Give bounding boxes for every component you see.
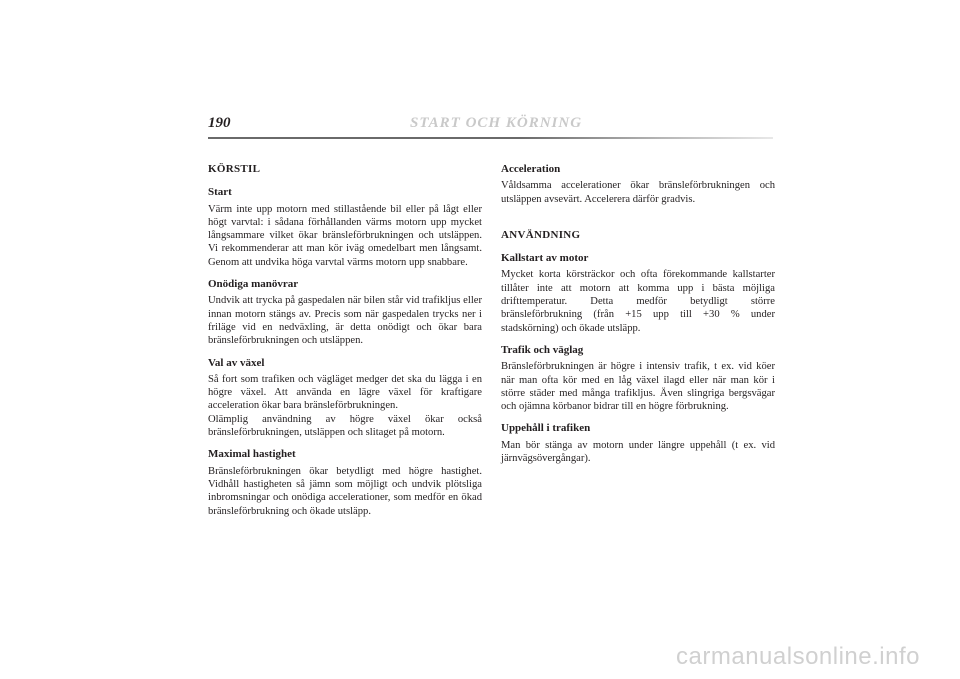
page-number: 190 xyxy=(208,115,231,131)
heading-anvandning: ANVÄNDNING xyxy=(501,228,581,241)
heading-korstil: KÖRSTIL xyxy=(208,163,261,175)
section-title: START OCH KÖRNING xyxy=(410,115,583,131)
paragraph-traffic: Bränsleförbrukningen är högre i intensiv trafik, t ex. vid köer när man ofta kör med en låg växel ilagd eller när man kör i större städer med många trafikljus. Även slingriga bergsvägar och ojämna körbanor bidrar till en högre förbrukning. xyxy=(501,361,775,413)
paragraph-cold-start: Mycket korta körsträckor och ofta förekommande kallstarter tillåter inte att motorn att komma upp i bästa möjliga drifttemperatur. Detta medför betydligt större bränsleförbrukning (från +15 upp till +30 % under stadskörning) och ökade utsläpp. xyxy=(501,269,775,334)
subheading-maneuvers: Onödiga manövrar xyxy=(208,278,299,291)
subheading-traffic: Trafik och väglag xyxy=(501,343,584,356)
subheading-gear: Val av växel xyxy=(208,356,265,369)
subheading-cold-start: Kallstart av motor xyxy=(501,252,589,265)
paragraph-speed: Bränsleförbrukningen ökar betydligt med högre hastighet. Vidhåll hastigheten så jämn som möjligt och undvik plötsliga inbromsningar och onödiga accelerationer, som medför en ökad bränsleförbrukning och ökade utsläpp. xyxy=(208,465,482,517)
subheading-stops: Uppehåll i trafiken xyxy=(501,422,591,435)
paragraph-maneuvers: Undvik att trycka på gaspedalen när bilen står vid trafikljus eller innan motorn stängs av. Precis som när gaspedalen trycks ner i friläge vid en nedväxling, är detta onödigt och ökar bara bränsleförbrukningen och utsläppen. xyxy=(208,295,482,347)
header-rule xyxy=(208,137,773,139)
right-column xyxy=(501,163,775,474)
paragraph-acceleration: Våldsamma accelerationer ökar bränsleförbrukningen och utsläppen avsevärt. Accelerera därför gradvis. xyxy=(501,180,775,205)
paragraph-gear-1: Så fort som trafiken och vägläget medger det ska du lägga i en högre växel. Att använda en lägre växel för kraftigare acceleration ökar bara bränsleförbrukningen. xyxy=(208,373,482,412)
paragraph-start: Värm inte upp motorn med stillastående bil eller på lågt eller högt varvtal: i sådana förhållanden värms motorn upp mycket långsammare vilket ökar bränsleförbrukningen och utsläppen. Vi rekommenderar att man kör iväg omedelbart men långsamt. Genom att undvika höga varvtal värms motorn upp snabbare. xyxy=(208,203,482,268)
left-column xyxy=(208,163,482,527)
spacer xyxy=(501,215,775,229)
subheading-start: Start xyxy=(208,186,232,199)
paragraph-stops: Man bör stänga av motorn under längre uppehåll (t ex. vid järnvägsövergångar). xyxy=(501,439,775,465)
subheading-speed: Maximal hastighet xyxy=(208,448,296,461)
subheading-acceleration: Acceleration xyxy=(501,163,561,175)
page-header xyxy=(208,115,773,137)
watermark: carmanualsonline.info xyxy=(676,643,920,670)
paragraph-gear-2: Olämplig användning av högre växel ökar också bränsleförbrukningen, utsläppen och slitaget på motorn. xyxy=(208,413,482,439)
